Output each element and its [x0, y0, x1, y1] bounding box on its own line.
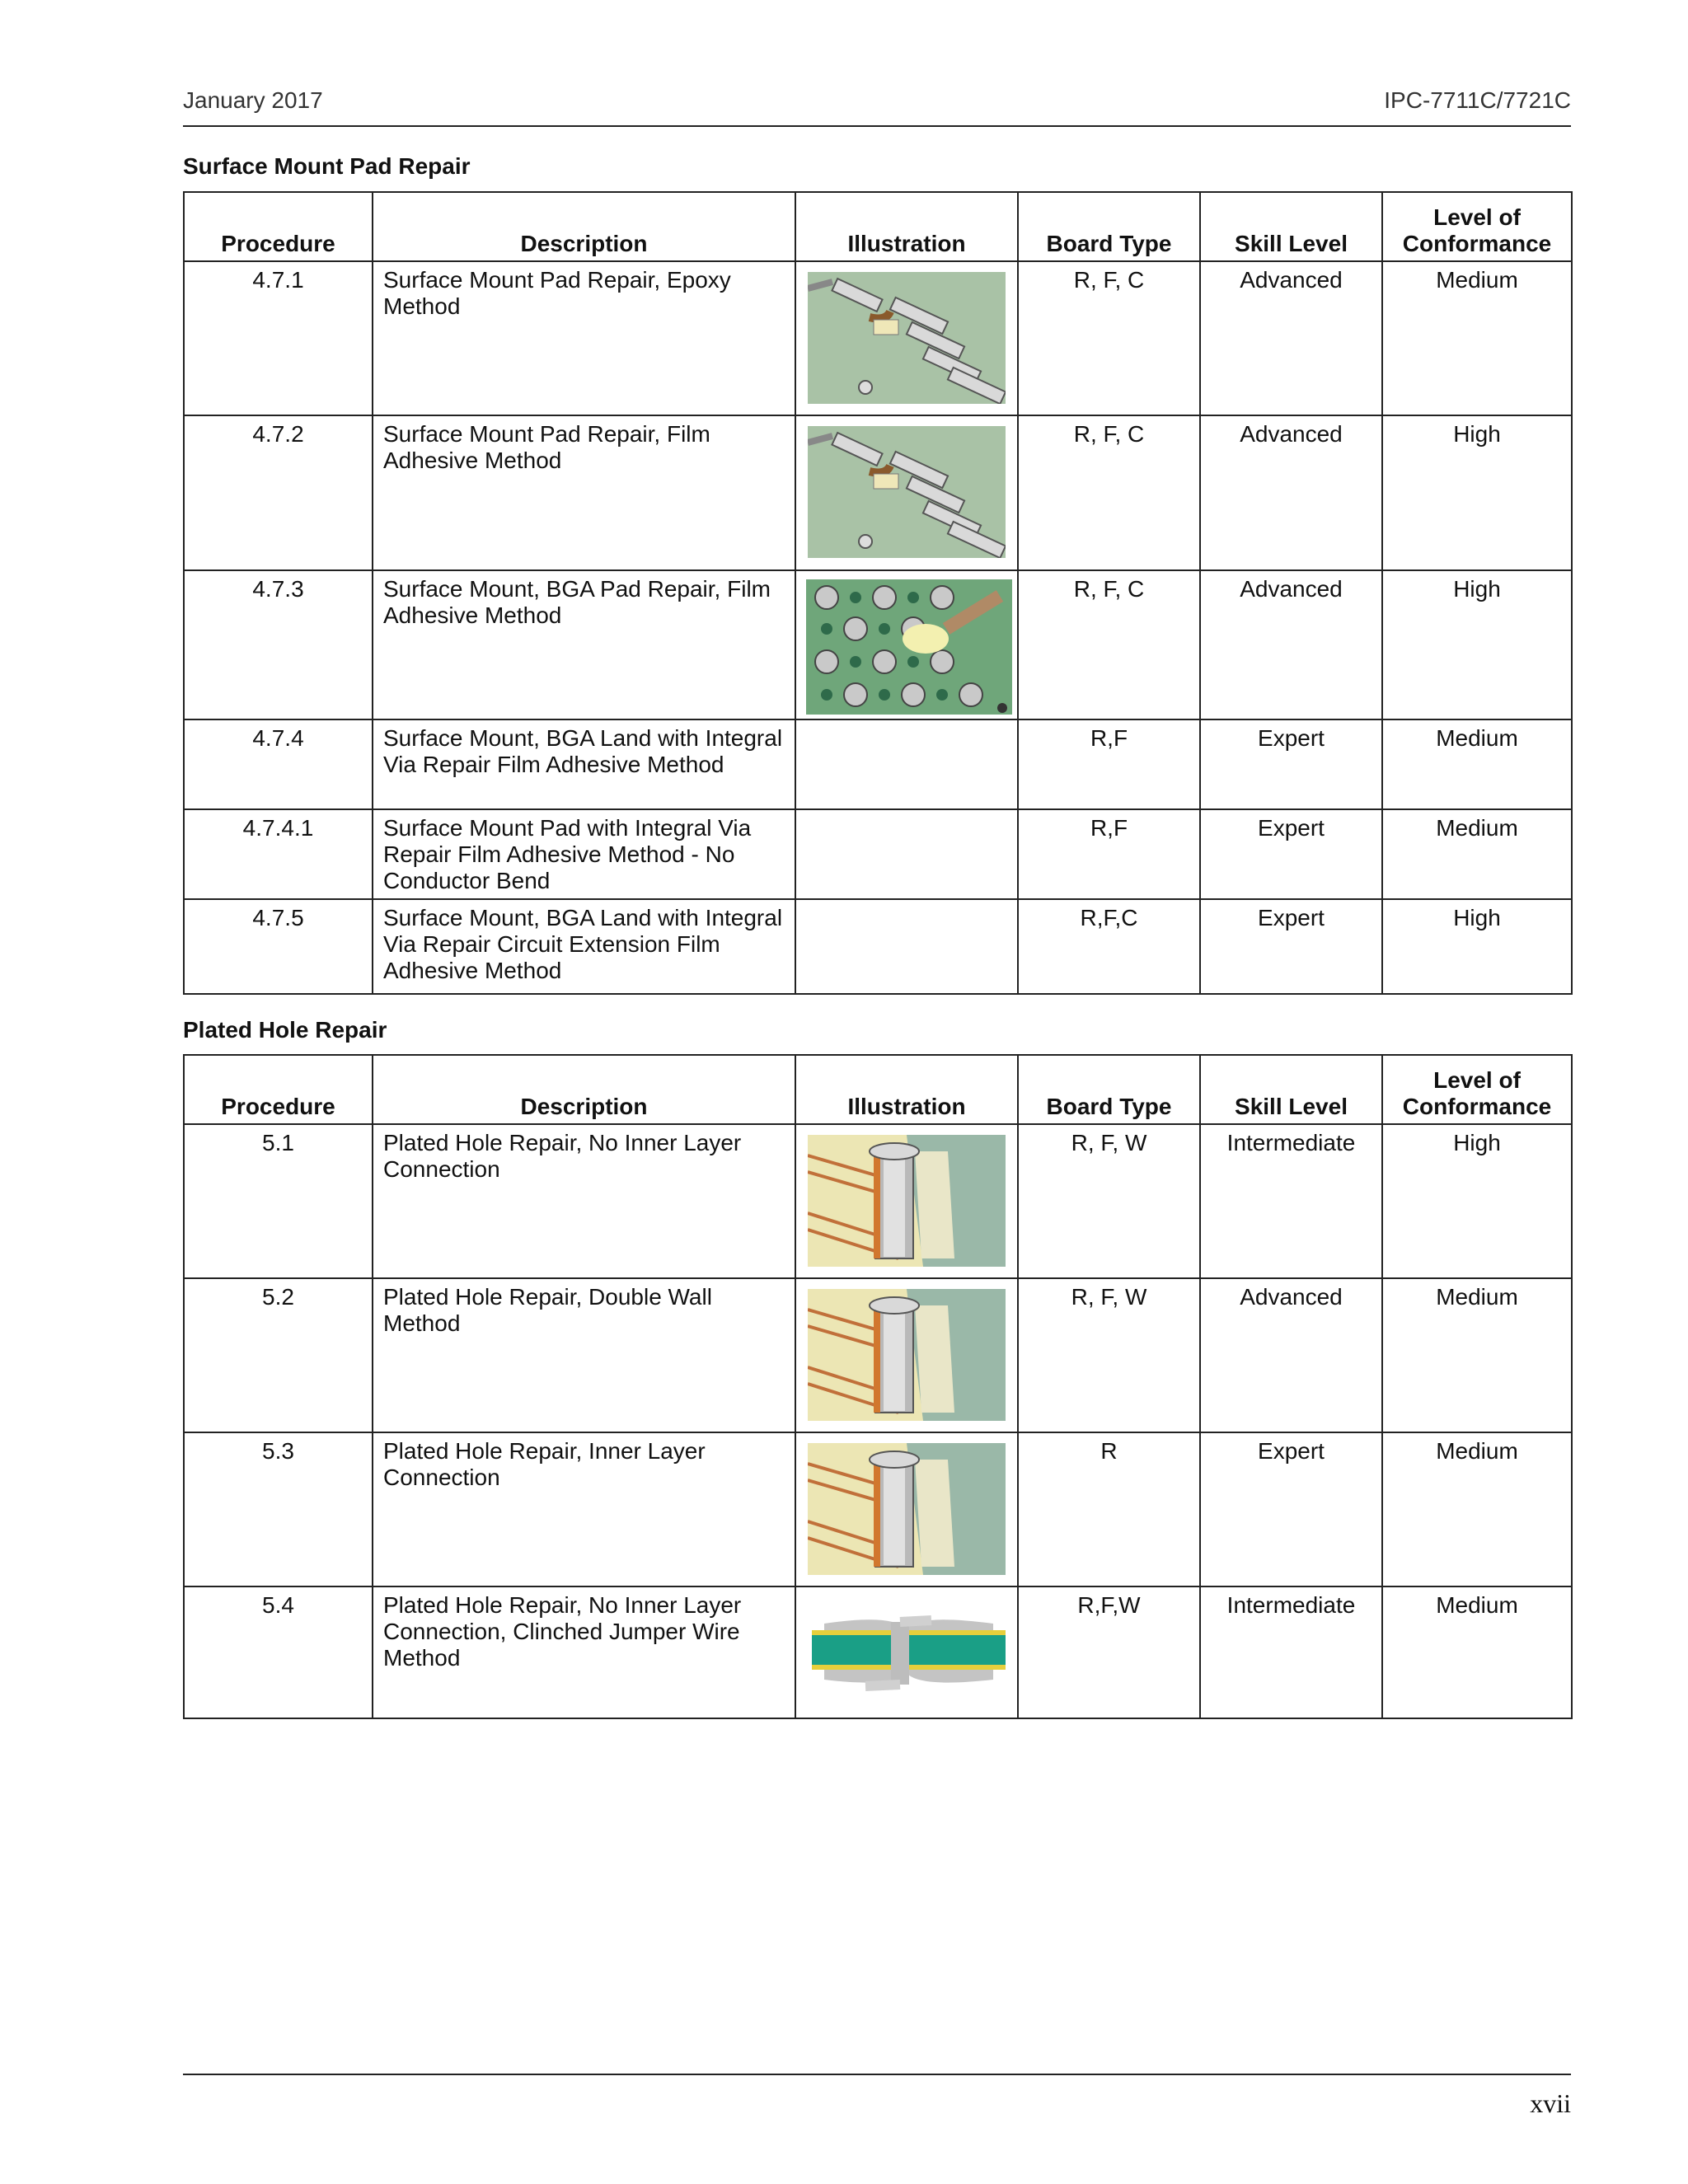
skill-level-cell: Expert [1200, 719, 1382, 809]
table-row [184, 719, 1572, 809]
skill-level-cell: Advanced [1200, 570, 1382, 719]
illustration-cell [795, 809, 1018, 899]
conformance-cell: High [1382, 899, 1572, 994]
table-row [184, 1124, 1572, 1278]
description-cell: Surface Mount, BGA Land with Integral Via Repair Film Adhesive Method [373, 719, 795, 809]
smt-pad-epoxy-illustration [808, 272, 1006, 404]
skill-level-cell: Intermediate [1200, 1124, 1382, 1278]
illustration-cell [795, 899, 1018, 994]
plated-hole-illustration [808, 1289, 1006, 1421]
description-cell: Plated Hole Repair, No Inner Layer Connection, Clinched Jumper Wire Method [373, 1586, 795, 1718]
col-procedure: Procedure [184, 192, 373, 261]
smt-repair-table [183, 191, 1573, 995]
table-row [184, 899, 1572, 994]
col-conformance: Level of Conformance [1382, 1055, 1572, 1124]
header-doc-id: IPC-7711C/7721C [1384, 87, 1571, 113]
conformance-cell: High [1382, 1124, 1572, 1278]
board-type-cell: R, F, W [1018, 1124, 1200, 1278]
col-illustration: Illustration [795, 1055, 1018, 1124]
conformance-cell: Medium [1382, 1586, 1572, 1718]
procedure-cell: 4.7.2 [184, 415, 373, 570]
col-skill-level: Skill Level [1200, 192, 1382, 261]
table-row [184, 1278, 1572, 1432]
table-row [184, 415, 1572, 570]
board-type-cell: R, F, C [1018, 570, 1200, 719]
plated-hole-illustration [808, 1443, 1006, 1575]
procedure-cell: 4.7.4 [184, 719, 373, 809]
description-cell: Plated Hole Repair, No Inner Layer Connection [373, 1124, 795, 1278]
table-row [184, 570, 1572, 719]
table-row [184, 1432, 1572, 1586]
skill-level-cell: Advanced [1200, 415, 1382, 570]
col-procedure: Procedure [184, 1055, 373, 1124]
board-type-cell: R, F, C [1018, 261, 1200, 415]
procedure-cell: 4.7.4.1 [184, 809, 373, 899]
description-cell: Surface Mount Pad with Integral Via Repair Film Adhesive Method - No Conductor Bend [373, 809, 795, 899]
description-cell: Surface Mount Pad Repair, Film Adhesive Method [373, 415, 795, 570]
description-cell: Plated Hole Repair, Inner Layer Connection [373, 1432, 795, 1586]
conformance-cell: High [1382, 415, 1572, 570]
col-description: Description [373, 1055, 795, 1124]
table-row [184, 1586, 1572, 1718]
conformance-cell: Medium [1382, 719, 1572, 809]
illustration-cell [795, 719, 1018, 809]
skill-level-cell: Expert [1200, 899, 1382, 994]
illustration-cell [795, 1432, 1018, 1586]
conformance-cell: Medium [1382, 1432, 1572, 1586]
board-type-cell: R [1018, 1432, 1200, 1586]
plated-hole-illustration [808, 1135, 1006, 1267]
page-number: xvii [1530, 2088, 1571, 2118]
board-type-cell: R,F,W [1018, 1586, 1200, 1718]
illustration-cell [795, 1586, 1018, 1718]
conformance-cell: Medium [1382, 261, 1572, 415]
page-footer [183, 2074, 1571, 2118]
col-conformance: Level of Conformance [1382, 192, 1572, 261]
table-header-row [184, 192, 1572, 261]
procedure-cell: 4.7.5 [184, 899, 373, 994]
conformance-cell: Medium [1382, 1278, 1572, 1432]
section-title-plated-hole: Plated Hole Repair [183, 1017, 387, 1043]
description-cell: Surface Mount, BGA Pad Repair, Film Adhesive Method [373, 570, 795, 719]
procedure-cell: 5.4 [184, 1586, 373, 1718]
board-type-cell: R,F [1018, 719, 1200, 809]
procedure-cell: 5.1 [184, 1124, 373, 1278]
skill-level-cell: Advanced [1200, 261, 1382, 415]
plated-hole-repair-table [183, 1054, 1573, 1719]
illustration-cell [795, 570, 1018, 719]
col-skill-level: Skill Level [1200, 1055, 1382, 1124]
conformance-cell: High [1382, 570, 1572, 719]
skill-level-cell: Advanced [1200, 1278, 1382, 1432]
illustration-cell [795, 1278, 1018, 1432]
procedure-cell: 4.7.1 [184, 261, 373, 415]
table-row [184, 261, 1572, 415]
illustration-cell [795, 1124, 1018, 1278]
description-cell: Plated Hole Repair, Double Wall Method [373, 1278, 795, 1432]
procedure-cell: 5.2 [184, 1278, 373, 1432]
illustration-cell [795, 261, 1018, 415]
table-row [184, 809, 1572, 899]
procedure-cell: 4.7.3 [184, 570, 373, 719]
jumper-wire-illustration [808, 1597, 1006, 1713]
skill-level-cell: Intermediate [1200, 1586, 1382, 1718]
skill-level-cell: Expert [1200, 809, 1382, 899]
col-description: Description [373, 192, 795, 261]
col-illustration: Illustration [795, 192, 1018, 261]
conformance-cell: Medium [1382, 809, 1572, 899]
board-type-cell: R,F,C [1018, 899, 1200, 994]
page-header [183, 86, 1571, 127]
description-cell: Surface Mount, BGA Land with Integral Via Repair Circuit Extension Film Adhesive Method [373, 899, 795, 994]
board-type-cell: R, F, W [1018, 1278, 1200, 1432]
table-header-row [184, 1055, 1572, 1124]
bga-pad-illustration [806, 579, 1012, 715]
board-type-cell: R,F [1018, 809, 1200, 899]
smt-pad-film-illustration [808, 426, 1006, 558]
board-type-cell: R, F, C [1018, 415, 1200, 570]
illustration-cell [795, 415, 1018, 570]
section-title-smt: Surface Mount Pad Repair [183, 153, 471, 179]
col-board-type: Board Type [1018, 1055, 1200, 1124]
skill-level-cell: Expert [1200, 1432, 1382, 1586]
col-board-type: Board Type [1018, 192, 1200, 261]
header-date: January 2017 [183, 87, 323, 113]
description-cell: Surface Mount Pad Repair, Epoxy Method [373, 261, 795, 415]
procedure-cell: 5.3 [184, 1432, 373, 1586]
